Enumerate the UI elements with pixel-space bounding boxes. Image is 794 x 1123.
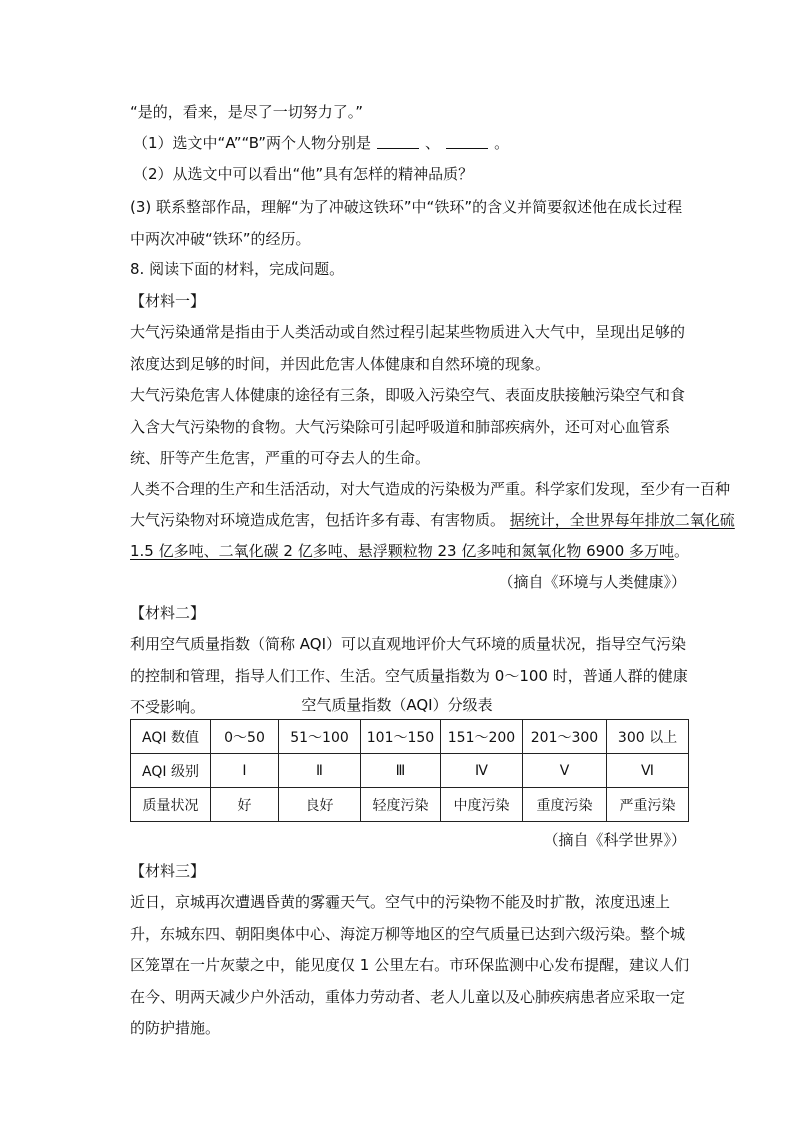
table-row <box>131 720 689 754</box>
question-1-separator: 、 <box>425 134 441 152</box>
material-1-para-3-plain: 大气污染物对环境造成危害，包括许多有毒、有害物质。 <box>130 511 510 529</box>
aqi-table <box>130 719 689 822</box>
material-1-para-1: 大气污染通常是指由于人类活动或自然过程引起某些物质进入大气中，呈现出足够的浓度达到足够的时间，并因此危害人体健康和自然环境的现象。 <box>130 323 686 373</box>
material-1-source: （摘自《环境与人类健康》） <box>498 573 686 591</box>
row-label: AQI 数值 <box>131 720 211 754</box>
table-cell: 201～300 <box>523 720 607 754</box>
question-8: 8. 阅读下面的材料，完成问题。 <box>130 260 345 278</box>
table-cell: 良好 <box>279 788 361 822</box>
table-cell: I <box>211 754 279 788</box>
material-1-underlined-stat-cont: 1.5 亿多吨、二氧化碳 2 亿多吨、悬浮颗粒物 23 亿多吨和氮氧化物 6900 多万吨 <box>130 542 675 560</box>
answer-blank-a[interactable] <box>377 132 419 149</box>
table-cell: 重度污染 <box>523 788 607 822</box>
question-1-end: 。 <box>494 134 510 152</box>
material-2-source: （摘自《科学世界》） <box>543 831 686 849</box>
material-1-para-2: 大气污染危害人体健康的途径有三条，即吸入污染空气、表面皮肤接触污染空气和食入含大气污染物的食物。大气污染除可引起呼吸道和肺部疾病外，还可对心血管系统、肝等产生危害，严重的可夺去人的生命。 <box>130 386 686 467</box>
question-3: (3) 联系整部作品，理解“为了冲破这铁环”中“铁环”的含义并简要叙述他在成长过程中两次冲破“铁环”的经历。 <box>130 198 683 248</box>
quote-line: “是的，看来，是尽了一切努力了。” <box>130 103 364 121</box>
question-2: （2）从选文中可以看出“他”具有怎样的精神品质？ <box>133 165 474 183</box>
material-1-heading: 【材料一】 <box>130 292 206 310</box>
table-cell: 51～100 <box>279 720 361 754</box>
material-1-underlined-stat: 据统计，全世界每年排放二氧化硫 <box>509 511 735 529</box>
table-cell: 300 以上 <box>607 720 689 754</box>
question-1-text: （1）选文中“A”“B”两个人物分别是 <box>133 134 372 152</box>
table-row <box>131 754 689 788</box>
table-cell: Ⅱ <box>279 754 361 788</box>
table-cell: 0～50 <box>211 720 279 754</box>
table-cell: Ⅲ <box>361 754 441 788</box>
table-caption: 空气质量指数（AQI）分级表 <box>301 696 493 714</box>
material-3-heading: 【材料三】 <box>130 862 206 880</box>
question-1 <box>133 128 509 159</box>
material-3-para: 近日，京城再次遭遇昏黄的雾霾天气。空气中的污染物不能及时扩散，浓度迅速上升，东城东四、朝阳奥体中心、海淀万柳等地区的空气质量已达到六级污染。整个城区笼罩在一片灰蒙之中，能见度仅 1 公里左右。市环保监测中心发布提醒，建议人们在今、明两天减少户外活动，重体力劳动者、老人儿童以及心肺疾病患者应采取一定的防护措施。 <box>130 893 690 1037</box>
material-1-para-3-line-3 <box>130 536 689 567</box>
table-cell: 好 <box>211 788 279 822</box>
table-cell: 中度污染 <box>441 788 523 822</box>
answer-blank-b[interactable] <box>446 132 488 149</box>
table-cell: 101～150 <box>361 720 441 754</box>
material-2-para: 利用空气质量指数（简称 AQI）可以直观地评价大气环境的质量状况，指导空气污染的控制和管理，指导人们工作、生活。空气质量指数为 0～100 时，普通人群的健康不受影响。 <box>130 635 688 716</box>
table-cell: Ⅴ <box>523 754 607 788</box>
row-label: AQI 级别 <box>131 754 211 788</box>
table-cell: 严重污染 <box>607 788 689 822</box>
material-1-para-3-line-2 <box>130 505 735 536</box>
material-1-para-3-line-1: 人类不合理的生产和生活活动，对大气造成的污染极为严重。科学家们发现，至少有一百种 <box>130 480 731 498</box>
table-cell: Ⅵ <box>607 754 689 788</box>
table-cell: 轻度污染 <box>361 788 441 822</box>
table-cell: Ⅳ <box>441 754 523 788</box>
row-label: 质量状况 <box>131 788 211 822</box>
material-1-para-3-end: 。 <box>674 542 690 560</box>
table-cell: 151～200 <box>441 720 523 754</box>
material-2-heading: 【材料二】 <box>130 604 206 622</box>
table-row <box>131 788 689 822</box>
